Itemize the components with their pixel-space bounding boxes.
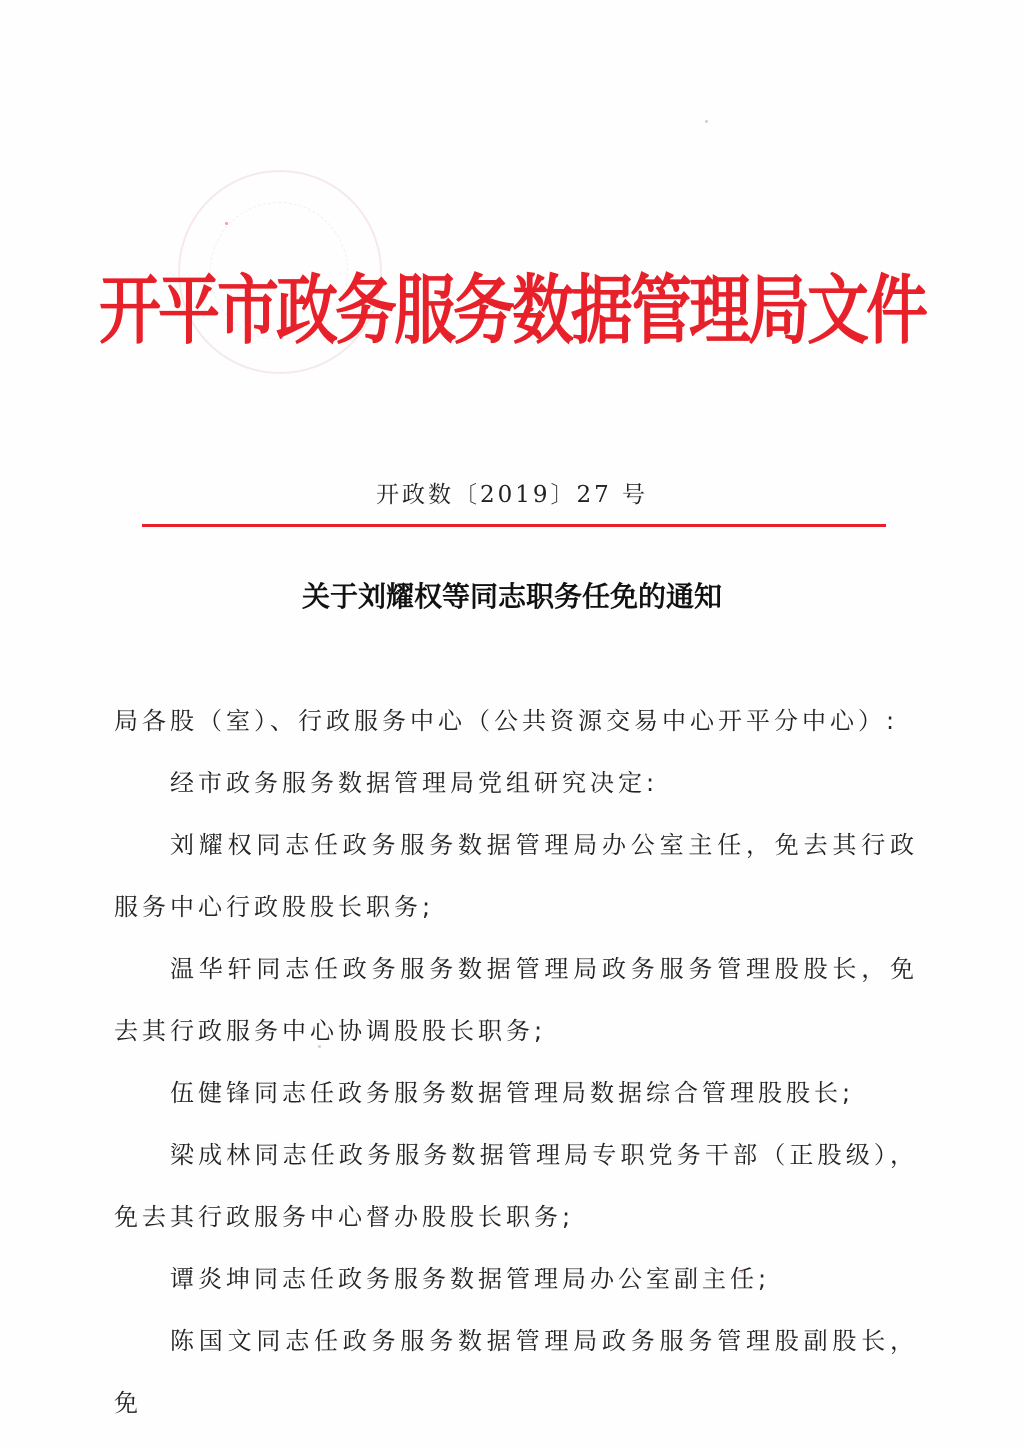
body-paragraph: 温华轩同志任政务服务数据管理局政务服务管理股股长，免去其行政服务中心协调股股长职务; bbox=[114, 955, 918, 1045]
scan-speck bbox=[225, 222, 228, 225]
body-paragraph: 谭炎坤同志任政务服务数据管理局办公室副主任; bbox=[170, 1265, 771, 1293]
document-number: 开政数〔2019〕27 号 bbox=[375, 482, 649, 508]
body-paragraph: 梁成林同志任政务服务数据管理局专职党务干部（正股级），免去其行政服务中心督办股股长职务; bbox=[114, 1141, 918, 1231]
body-paragraph: 经市政务服务数据管理局党组研究决定: bbox=[170, 769, 659, 797]
body-paragraph: 陈国文同志任政务服务数据管理局政务服务管理股副股长，免 bbox=[114, 1327, 918, 1417]
scan-speck bbox=[318, 1045, 321, 1048]
notice-title: 关于刘耀权等同志职务任免的通知 bbox=[301, 580, 722, 613]
body-paragraph: 刘耀权同志任政务服务数据管理局办公室主任，免去其行政服务中心行政股股长职务; bbox=[114, 831, 918, 921]
scan-speck bbox=[740, 1270, 743, 1273]
notice-body bbox=[114, 690, 918, 1434]
issuer-title: 开平市政务服务数据管理局文件 bbox=[98, 265, 925, 355]
salutation: 局各股（室）、行政服务中心（公共资源交易中心开平分中心）: bbox=[114, 707, 899, 735]
body-paragraph: 伍健锋同志任政务服务数据管理局数据综合管理股股长; bbox=[170, 1079, 855, 1107]
red-divider-line bbox=[142, 524, 886, 527]
scan-speck bbox=[705, 120, 708, 123]
